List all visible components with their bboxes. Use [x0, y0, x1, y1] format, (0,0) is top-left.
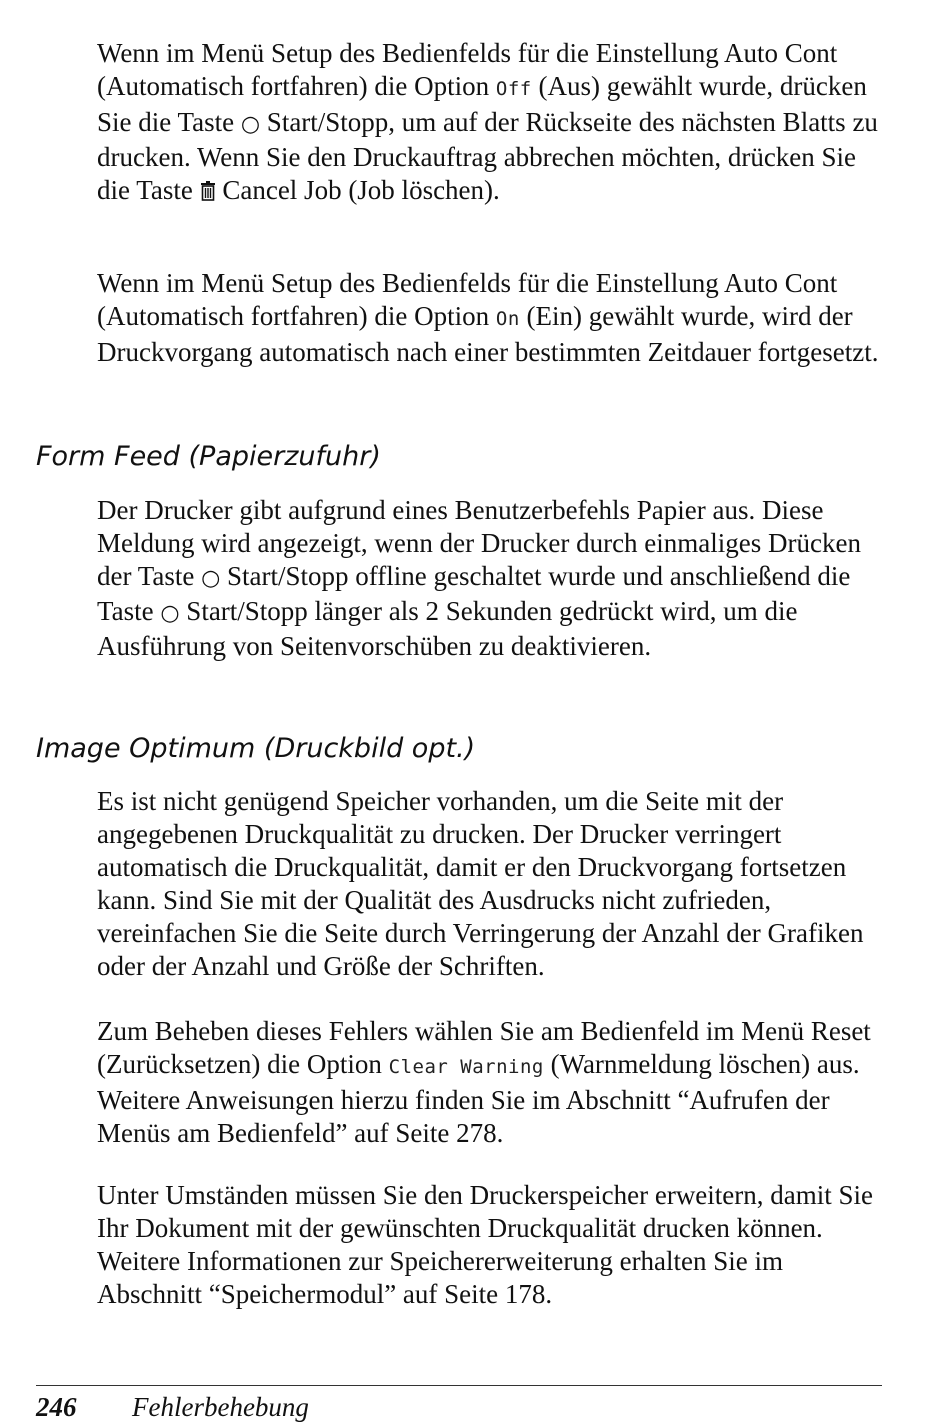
text: Start/Stopp offline geschaltet wurde und anschließend die Taste — [97, 561, 851, 626]
heading-image-optimum: Image Optimum (Druckbild opt.) — [36, 733, 476, 764]
chapter-title: Fehlerbehebung — [132, 1392, 309, 1422]
cancel-job-trash-icon — [200, 181, 216, 201]
heading-form-feed: Form Feed (Papierzufuhr) — [36, 441, 381, 472]
text: Start/Stopp länger als 2 Sekunden gedrückt wird, um die Ausführung von Seitenvorschüben zu deaktivieren. — [97, 596, 798, 661]
paragraph-auto-cont-off — [97, 37, 892, 207]
start-stop-circle-icon: ○ — [240, 112, 261, 137]
paragraph-form-feed — [97, 494, 892, 663]
text: (Ein) gewählt wurde, wird der Druckvorgang automatisch nach einer bestimmten Zeitdauer fortgesetzt. — [97, 301, 879, 367]
start-stop-circle-icon: ○ — [160, 601, 180, 626]
lcd-option-on: On — [495, 308, 520, 330]
start-stop-circle-icon: ○ — [201, 566, 221, 591]
footer-rule — [36, 1385, 882, 1386]
text: Wenn im Menü Setup des Bedienfelds für die Einstellung Auto Cont (Automatisch fortfahren) die Option — [97, 38, 838, 101]
page-number: 246 — [36, 1392, 77, 1422]
text: Wenn im Menü Setup des Bedienfelds für die Einstellung Auto Cont (Automatisch fortfahren) die Option — [97, 268, 838, 331]
text: Der Drucker gibt aufgrund eines Benutzerbefehls Papier aus. Diese Meldung wird angezeigt, wenn der Drucker durch einmaliges Drücken der Taste — [97, 495, 861, 591]
text: Zum Beheben dieses Fehlers wählen Sie am Bedienfeld im Menü Reset (Zurücksetzen) die Option — [97, 1016, 871, 1079]
paragraph-image-optimum: Es ist nicht genügend Speicher vorhanden, um die Seite mit der angegebenen Druckqualität zu drucken. Der Drucker verringert automatisch die Druckqualität, damit er den Druckvorgang fortsetzen kann. Sind Sie mit der Qualität des Ausdrucks nicht zufrieden, vereinfachen Sie die Seite durch Verringerung der Anzahl der Grafiken oder der Anzahl und Größe der Schriften. — [97, 786, 864, 981]
text: (Aus) gewählt wurde, drücken Sie die Taste — [97, 71, 867, 137]
paragraph-auto-cont-on — [97, 267, 892, 369]
text: Start/Stopp, um auf der Rückseite des nächsten Blatts zu drucken. Wenn Sie den Druckauftrag abbrechen möchten, drücken Sie die Taste — [97, 107, 878, 205]
paragraph-clear-warning — [97, 1015, 892, 1150]
text: (Warnmeldung löschen) aus. Weitere Anweisungen hierzu finden Sie im Abschnitt “Aufrufen der Menüs am Bedienfeld” auf Seite 278. — [97, 1049, 860, 1148]
text: Cancel Job (Job löschen). — [215, 175, 500, 205]
lcd-option-clear-warning: Clear Warning — [388, 1056, 544, 1078]
lcd-option-off: Off — [495, 78, 532, 100]
paragraph-memory-expansion: Unter Umständen müssen Sie den Druckerspeicher erweitern, damit Sie Ihr Dokument mit der gewünschten Druckqualität drucken können. Weitere Informationen zur Speichererweiterung erhalten Sie im Abschnitt “Speichermodul” auf Seite 178. — [97, 1180, 874, 1309]
